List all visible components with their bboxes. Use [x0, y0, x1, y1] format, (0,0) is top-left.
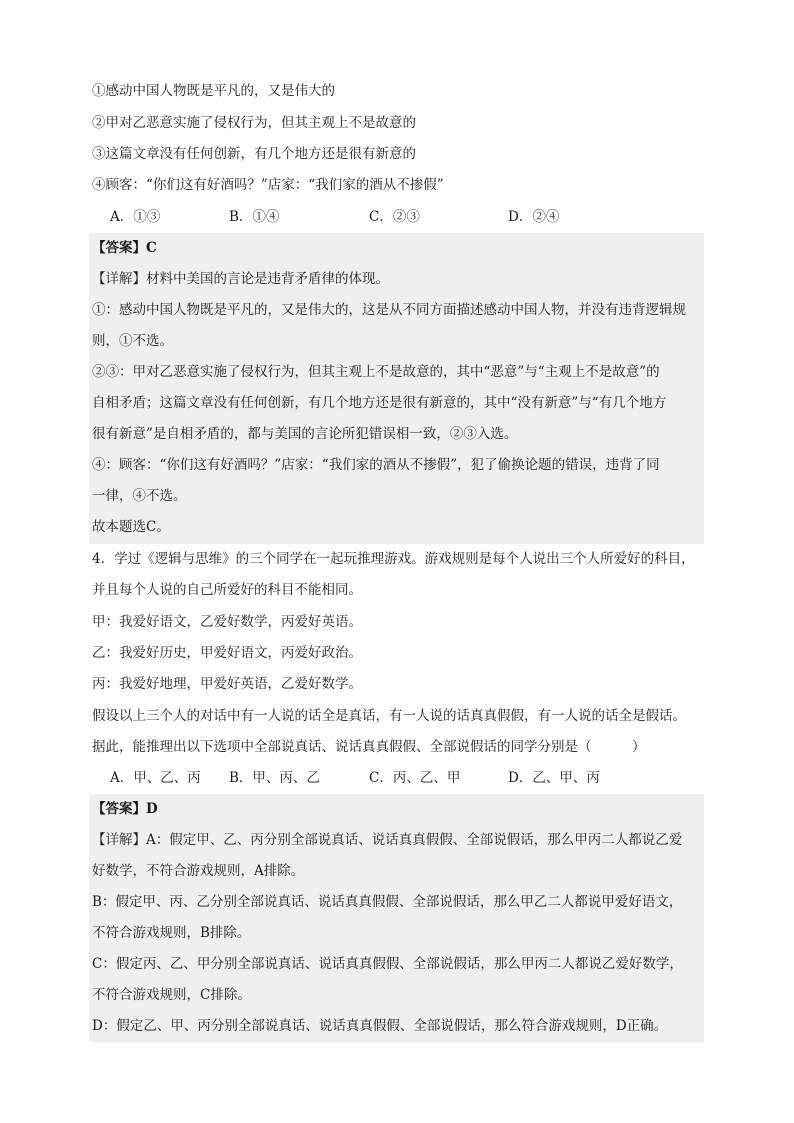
- q3-option-a: A．①③: [110, 209, 161, 225]
- q4-analysis-line: 好数学，不符合游戏规则，A排除。: [92, 863, 305, 879]
- q3-analysis-line: ②③：甲对乙恶意实施了侵权行为，但其主观上不是故意的，其中“恶意”与“主观上不是故意”的: [92, 364, 660, 380]
- q4-analysis-line: C：假定丙、乙、甲分别全部说真话、说话真真假假、全部说假话，那么甲丙二人都说乙爱好数学，: [92, 956, 683, 972]
- q3-analysis-line: 很有新意”是自相矛盾的，都与美国的言论所犯错误相一致，②③入选。: [92, 426, 518, 442]
- statement-4: ④顾客：“你们这有好酒吗？”店家：“我们家的酒从不掺假”: [92, 177, 444, 193]
- q4-analysis-line: B：假定甲、丙、乙分别全部说真话、说话真真假假、全部说假话，那么甲乙二人都说甲爱好语文，: [92, 894, 683, 910]
- q3-analysis-line: 自相矛盾；这篇文章没有任何创新，有几个地方还是很有新意的，其中“没有新意”与“有几个地方: [92, 395, 667, 411]
- q3-analysis-line: 一律，④不选。: [92, 488, 187, 504]
- q4-option-c: C．丙、乙、甲: [369, 770, 461, 786]
- q4-analysis-line: D：假定乙、甲、丙分别全部说真话、说话真真假假、全部说假话，那么符合游戏规则，D正确。: [92, 1018, 668, 1034]
- q4-analysis-line: 不符合游戏规则，C排除。: [92, 987, 251, 1003]
- q4-stem-line: 并且每个人说的自己所爱好的科目不能相同。: [92, 582, 362, 598]
- q4-statement-yi: 乙：我爱好历史，甲爱好语文，丙爱好政治。: [92, 645, 362, 661]
- statement-1: ①感动中国人物既是平凡的，又是伟大的: [92, 83, 335, 99]
- q3-option-b: B．①④: [229, 209, 280, 225]
- q3-option-c: C．②③: [369, 209, 420, 225]
- q4-statement-bing: 丙：我爱好地理，甲爱好英语，乙爱好数学。: [92, 676, 362, 692]
- q4-option-b: B．甲、丙、乙: [229, 770, 320, 786]
- q3-option-d: D．②④: [508, 209, 560, 225]
- q4-analysis-line: 不符合游戏规则，B排除。: [92, 925, 251, 941]
- q3-analysis-line: 则，①不选。: [92, 333, 173, 349]
- q4-stem-line: 假设以上三个人的对话中有一人说的话全是真话，有一人说的话真真假假，有一人说的话全是假话。: [92, 708, 686, 724]
- q4-stem-line: 据此，能推理出以下选项中全部说真话、说话真真假假、全部说假话的同学分别是（ ）: [92, 739, 646, 755]
- q3-analysis-line: ④：顾客：“你们这有好酒吗？”店家：“我们家的酒从不掺假”，犯了偷换论题的错误，违背了同: [92, 457, 660, 473]
- statement-3: ③这篇文章没有任何创新，有几个地方还是很有新意的: [92, 146, 416, 162]
- q3-analysis-line: 故本题选C。: [92, 519, 170, 535]
- q4-analysis-line: 【详解】A：假定甲、乙、丙分别全部说真话、说话真真假假、全部说假话，那么甲丙二人都说乙爱: [92, 832, 683, 848]
- q3-analysis-line: ①：感动中国人物既是平凡的，又是伟大的，这是从不同方面描述感动中国人物，并没有违背逻辑规: [92, 302, 686, 318]
- q3-answer: 【答案】C: [92, 240, 157, 256]
- q4-statement-jia: 甲：我爱好语文，乙爱好数学，丙爱好英语。: [92, 614, 362, 630]
- q4-answer: 【答案】D: [92, 801, 158, 817]
- q4-stem-line: 4．学过《逻辑与思维》的三个同学在一起玩推理游戏。游戏规则是每个人说出三个人所爱好的科目，: [92, 551, 695, 567]
- q4-option-d: D．乙、甲、丙: [508, 770, 600, 786]
- q4-option-a: A．甲、乙、丙: [110, 770, 201, 786]
- statement-2: ②甲对乙恶意实施了侵权行为，但其主观上不是故意的: [92, 115, 416, 131]
- q3-analysis-line: 【详解】材料中美国的言论是违背矛盾律的体现。: [92, 271, 389, 287]
